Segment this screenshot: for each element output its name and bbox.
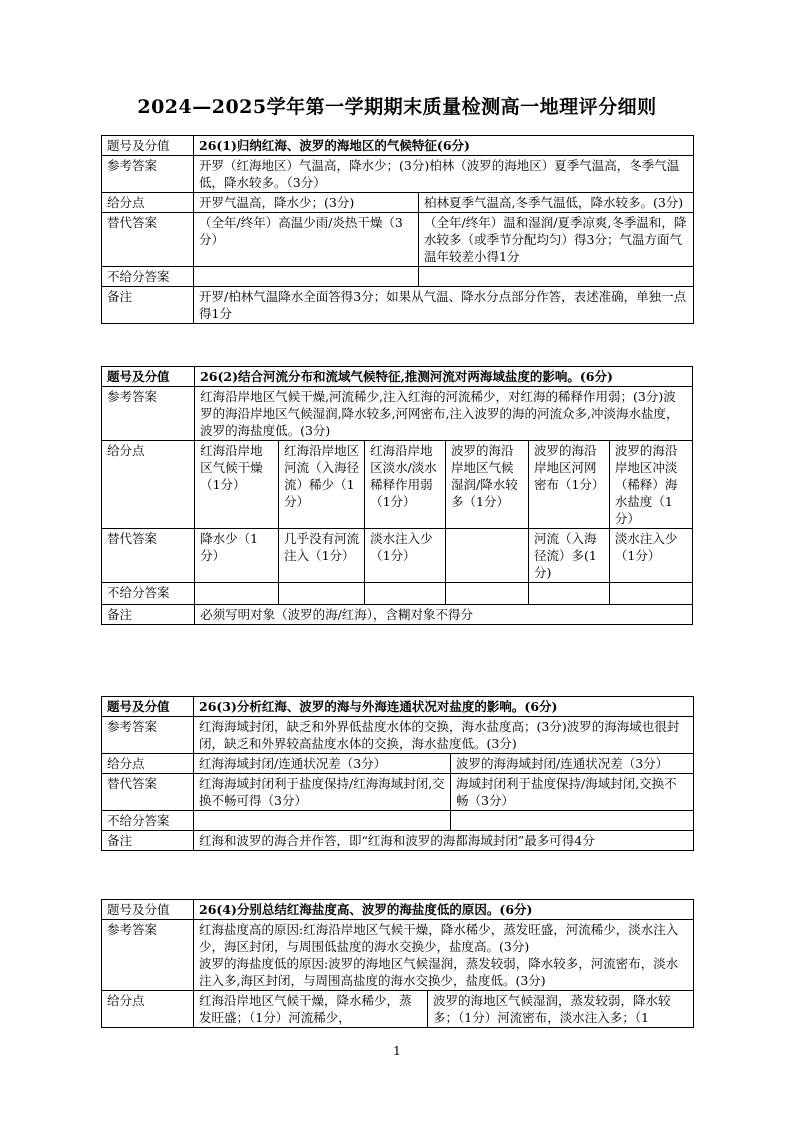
alt-cell: （全年/终年）高温少雨/炎热干燥（3分） xyxy=(194,213,419,267)
points-label: 给分点 xyxy=(102,991,194,1028)
table-row xyxy=(102,831,694,851)
question-title: 26(4)分别总结红海盐度高、波罗的海盐度低的原因。(6分) xyxy=(194,900,694,920)
header-label: 题号及分值 xyxy=(102,697,194,717)
rubric-table-q3 xyxy=(101,696,694,851)
answer-label: 参考答案 xyxy=(102,717,194,754)
answer-red-sea: 红海盐度高的原因:红海沿岸地区气候干燥，降水稀少，蒸发旺盛，河流稀少，淡水注入少，海区封闭，与周围低盐度的海水交换少，盐度高。(3分) xyxy=(199,922,679,954)
alt-cell xyxy=(446,529,529,583)
point-cell: 红海海域封闭/连通状况差（3分） xyxy=(194,754,451,774)
points-label: 给分点 xyxy=(102,441,195,529)
table-row xyxy=(102,583,693,605)
alt-label: 替代答案 xyxy=(102,529,195,583)
alt-cell: 淡水注入少（1分） xyxy=(609,529,692,583)
table-row xyxy=(102,156,694,193)
rubric-table-q2 xyxy=(101,366,693,625)
table-row xyxy=(102,529,693,583)
header-label: 题号及分值 xyxy=(102,367,195,387)
nopoints-label: 不给分答案 xyxy=(102,811,194,831)
table-row xyxy=(102,441,693,529)
nopoints-cell xyxy=(195,583,279,605)
point-cell: 红海沿岸地区气候干燥（1分） xyxy=(195,441,279,529)
table-row xyxy=(102,697,694,717)
question-title: 26(2)结合河流分布和流域气候特征,推测河流对两海域盐度的影响。(6分) xyxy=(195,367,693,387)
rubric-table-q4 xyxy=(101,899,694,1028)
points-label: 给分点 xyxy=(102,754,194,774)
alt-cell: 红海海域封闭利于盐度保持/红海海域封闭,交换不畅可得（3分） xyxy=(194,774,451,811)
nopoints-cell xyxy=(451,811,694,831)
page-title: 2024—2025学年第一学期期末质量检测高一地理评分细则 xyxy=(137,96,657,118)
alt-cell: 淡水注入少（1分） xyxy=(365,529,446,583)
nopoints-cell xyxy=(528,583,609,605)
nopoints-cell xyxy=(279,583,365,605)
reference-answer: 红海海域封闭，缺乏和外界低盐度水体的交换，海水盐度高；(3分)波罗的海海域也很封闭，缺乏和外界较高盐度水体的交换，海水盐度低。(3分) xyxy=(194,717,694,754)
nopoints-cell xyxy=(419,267,694,287)
point-cell: 开罗气温高，降水少；(3分) xyxy=(194,193,419,213)
table-row xyxy=(102,367,693,387)
alt-cell: 海域封闭利于盐度保持/海域封闭,交换不畅（3分） xyxy=(451,774,694,811)
header-label: 题号及分值 xyxy=(102,136,194,156)
answer-baltic-sea: 波罗的海盐度低的原因:波罗的海地区气候湿润，蒸发较弱，降水较多，河流密布，淡水注入多,海区封闭，与周围高盐度的海水交换少，盐度低。(3分) xyxy=(199,956,679,988)
point-cell: 波罗的海海域封闭/连通状况差（3分） xyxy=(451,754,694,774)
question-title: 26(3)分析红海、波罗的海与外海连通状况对盐度的影响。(6分) xyxy=(194,697,694,717)
answer-label: 参考答案 xyxy=(102,387,195,441)
reference-answer xyxy=(194,920,694,991)
page-number: 1 xyxy=(393,1044,401,1058)
table-row xyxy=(102,287,694,324)
point-cell: 柏林夏季气温高,冬季气温低，降水较多。(3分) xyxy=(419,193,694,213)
alt-cell: 几乎没有河流注入（1分） xyxy=(279,529,365,583)
note-cell: 必须写明对象（波罗的海/红海），含糊对象不得分 xyxy=(195,605,693,625)
note-label: 备注 xyxy=(102,287,194,324)
point-cell: 波罗的海沿岸地区冲淡（稀释）海水盐度（1分） xyxy=(609,441,692,529)
point-cell: 波罗的海沿岸地区气候湿润/降水较多（1分） xyxy=(446,441,529,529)
rubric-table-q1 xyxy=(101,135,694,324)
nopoints-label: 不给分答案 xyxy=(102,267,194,287)
note-label: 备注 xyxy=(102,605,195,625)
table-row xyxy=(102,605,693,625)
table-row xyxy=(102,717,694,754)
alt-cell: （全年/终年）温和湿润/夏季凉爽,冬季温和，降水较多（或季节分配均匀）得3分；气温方面气温年较差小得1分 xyxy=(419,213,694,267)
point-cell: 红海沿岸地区河流（入海径流）稀少（1分） xyxy=(279,441,365,529)
table-row xyxy=(102,193,694,213)
table-row xyxy=(102,267,694,287)
table-row xyxy=(102,387,693,441)
alt-label: 替代答案 xyxy=(102,774,194,811)
nopoints-cell xyxy=(365,583,446,605)
points-label: 给分点 xyxy=(102,193,194,213)
table-row xyxy=(102,774,694,811)
reference-answer: 红海沿岸地区气候干燥,河流稀少,注入红海的河流稀少，对红海的稀释作用弱；(3分)波罗的海沿岸地区气候湿润,降水较多,河网密布,注入波罗的海的河流众多,冲淡海水盐度，波罗的海盐度低。(3分) xyxy=(195,387,693,441)
header-label: 题号及分值 xyxy=(102,900,194,920)
table-row xyxy=(102,991,694,1028)
table-row xyxy=(102,754,694,774)
table-row xyxy=(102,213,694,267)
point-cell: 波罗的海地区气候湿润，蒸发较弱，降水较多；（1分）河流密布，淡水注入多；（1 xyxy=(428,991,694,1028)
alt-cell: 河流（入海径流）多(1分) xyxy=(528,529,609,583)
reference-answer: 开罗（红海地区）气温高，降水少；(3分)柏林（波罗的海地区）夏季气温高，冬季气温低，降水较多。（3分） xyxy=(194,156,694,193)
point-cell: 红海沿岸地区淡水/淡水稀释作用弱（1分） xyxy=(365,441,446,529)
note-label: 备注 xyxy=(102,831,194,851)
answer-label: 参考答案 xyxy=(102,156,194,193)
table-row xyxy=(102,136,694,156)
note-cell: 红海和波罗的海合并作答，即“红海和波罗的海都海域封闭”最多可得4分 xyxy=(194,831,694,851)
question-title: 26(1)归纳红海、波罗的海地区的气候特征(6分) xyxy=(194,136,694,156)
point-cell: 波罗的海沿岸地区河网密布（1分） xyxy=(528,441,609,529)
note-cell: 开罗/柏林气温降水全面答得3分；如果从气温、降水分点部分作答，表述准确，单独一点得1分 xyxy=(194,287,694,324)
table-row xyxy=(102,811,694,831)
nopoints-cell xyxy=(609,583,692,605)
alt-cell: 降水少（1分） xyxy=(195,529,279,583)
alt-label: 替代答案 xyxy=(102,213,194,267)
nopoints-cell xyxy=(194,811,451,831)
point-cell: 红海沿岸地区气候干燥，降水稀少，蒸发旺盛；（1分）河流稀少， xyxy=(194,991,428,1028)
answer-label: 参考答案 xyxy=(102,920,194,991)
nopoints-label: 不给分答案 xyxy=(102,583,195,605)
table-row xyxy=(102,900,694,920)
nopoints-cell xyxy=(446,583,529,605)
table-row xyxy=(102,920,694,991)
nopoints-cell xyxy=(194,267,419,287)
